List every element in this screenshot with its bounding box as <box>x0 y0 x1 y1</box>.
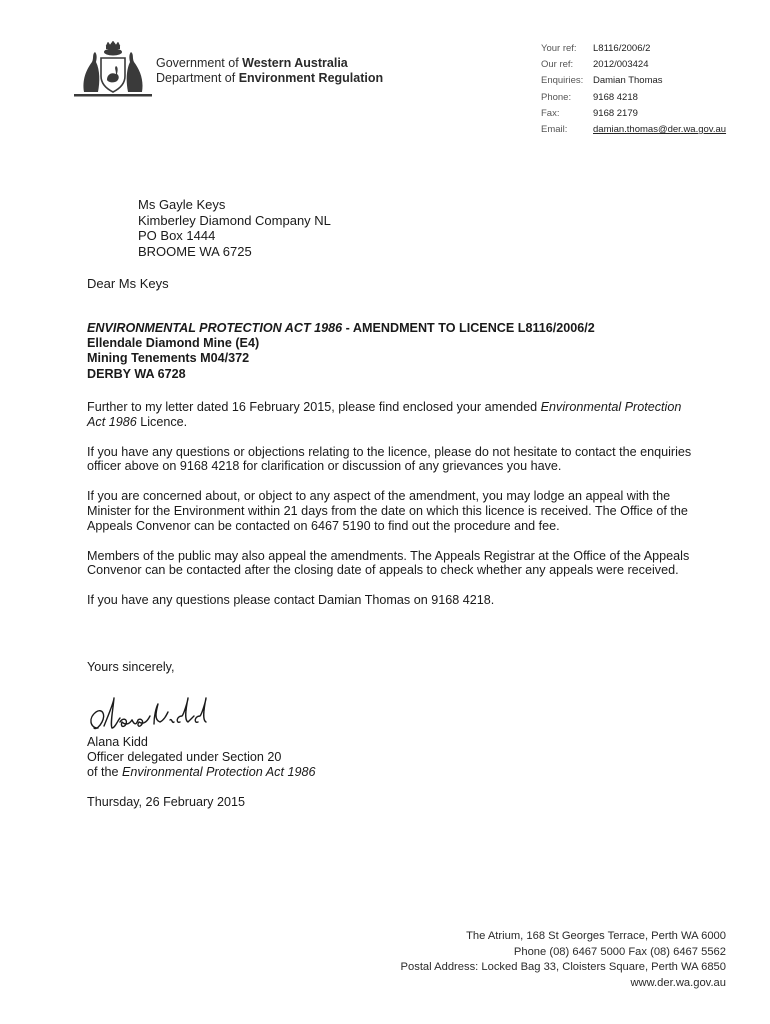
recipient-address <box>138 197 331 260</box>
subject-line-3: Mining Tenements M04/372 <box>87 351 250 366</box>
salutation: Dear Ms Keys <box>87 276 169 291</box>
department-heading <box>156 56 383 86</box>
paragraph-4: Members of the public may also appeal the amendments. The Appeals Registrar at the Office of the Appeals Convenor can be contacted after the closing date of appeals to check whether any appeals were received. <box>87 548 690 578</box>
subject-line-4: DERBY WA 6728 <box>87 366 186 381</box>
recipient-company: Kimberley Diamond Company NL <box>138 212 331 228</box>
reference-block <box>541 41 726 138</box>
subject-line-1: ENVIRONMENTAL PROTECTION ACT 1986 - AMENDMENT TO LICENCE L8116/2006/2 <box>87 321 595 335</box>
phone-row: Phone: 9168 4218 <box>541 91 638 103</box>
department-line: Department of Environment Regulation <box>156 71 384 85</box>
footer-website-link[interactable]: www.der.wa.gov.au <box>630 976 726 989</box>
footer-address <box>401 929 726 991</box>
recipient-po-box: PO Box 1444 <box>138 228 216 244</box>
wa-coat-of-arms-icon <box>72 40 154 100</box>
signer-block <box>87 735 315 780</box>
enquiries-row: Enquiries: Damian Thomas <box>541 75 663 87</box>
recipient-town: BROOME WA 6725 <box>138 244 252 260</box>
paragraph-1: Further to my letter dated 16 February 2015, please find enclosed your amended Environmental Protection Act 1986 Licence. <box>87 400 682 429</box>
letter-body <box>87 400 693 623</box>
handwritten-signature <box>84 690 214 740</box>
fax-row: Fax: 9168 2179 <box>541 107 638 119</box>
signer-title: Officer delegated under Section 20 <box>87 750 282 764</box>
paragraph-2: If you have any questions or objections relating to the licence, please do not hesitate to contact the enquiries officer above on 9168 4218 for clarification or discussion of any grievances you have. <box>87 444 692 474</box>
our-ref-row: Our ref: 2012/003424 <box>541 59 649 71</box>
paragraph-5: If you have any questions please contact Damian Thomas on 9168 4218. <box>87 593 495 608</box>
footer-street: The Atrium, 168 St Georges Terrace, Perth WA 6000 <box>466 930 726 942</box>
subject-line-2: Ellendale Diamond Mine (E4) <box>87 336 260 351</box>
footer-postal: Postal Address: Locked Bag 33, Cloisters Square, Perth WA 6850 <box>400 961 726 973</box>
government-line: Government of Western Australia <box>156 56 348 70</box>
letter-date: Thursday, 26 February 2015 <box>87 795 245 809</box>
signer-act: of the Environmental Protection Act 1986 <box>87 765 316 779</box>
your-ref-row: Your ref: L8116/2006/2 <box>541 43 651 54</box>
email-link[interactable]: damian.thomas@der.wa.gov.au <box>593 124 727 136</box>
paragraph-3: If you are concerned about, or object to any aspect of the amendment, you may lodge an appeal with the Minister for the Environment within 21 days from the date on which this licence is received. The Office of the Appeals Convenor can be contacted on 6467 5190 to find out the procedure and fee. <box>87 489 688 533</box>
closing: Yours sincerely, <box>87 660 175 674</box>
recipient-name: Ms Gayle Keys <box>138 197 226 212</box>
email-row: Email: damian.thomas@der.wa.gov.au <box>541 122 726 138</box>
signer-name: Alana Kidd <box>87 735 148 749</box>
subject-block <box>87 321 595 382</box>
footer-phone-fax: Phone (08) 6467 5000 Fax (08) 6467 5562 <box>513 945 726 958</box>
